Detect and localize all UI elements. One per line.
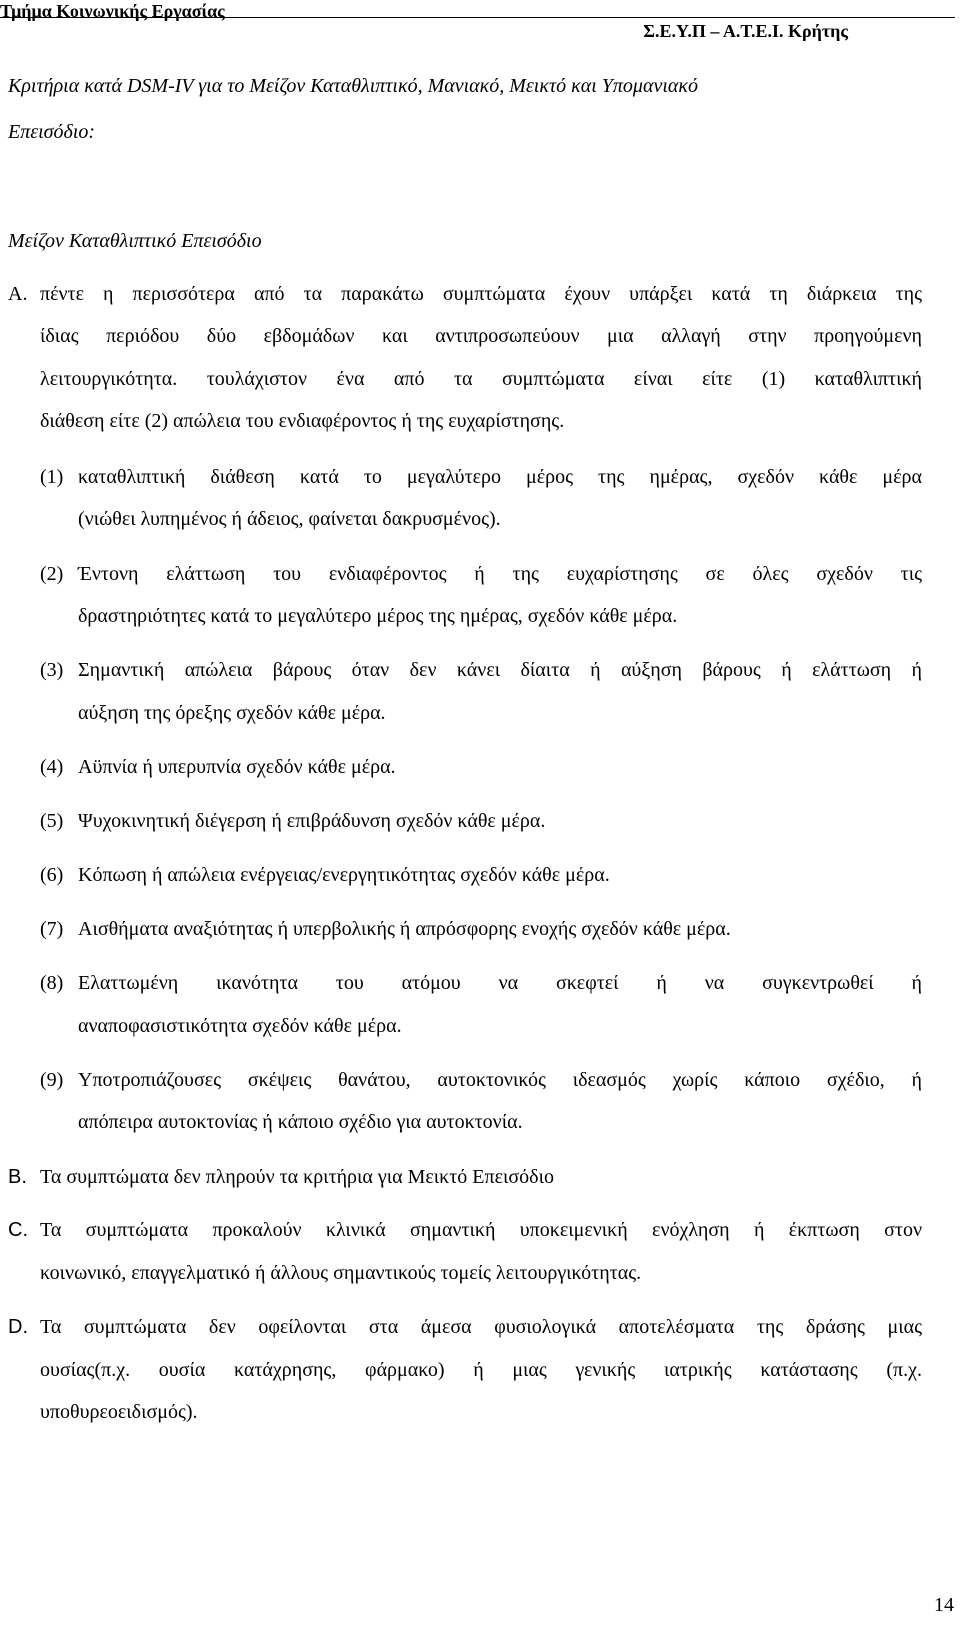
criterion-b-letter: B. <box>8 1166 27 1188</box>
criterion-d-line-1: Τα συμπτώματα δεν οφείλονται στα άμεσα φυσιολογικά αποτελέσματα της δράσης μιας <box>40 1316 922 1338</box>
page-number: 14 <box>934 1594 954 1616</box>
criterion-c-line-1: Τα συμπτώματα προκαλούν κλινικά σημαντική υποκειμενική ενόχληση ή έκπτωση στον <box>40 1219 922 1241</box>
symptom-4-num: (4) <box>40 756 64 778</box>
symptom-8-line-1: Ελαττωμένη ικανότητα του ατόμου να σκεφτεί ή να συγκεντρωθεί ή <box>78 972 922 994</box>
symptom-3-num: (3) <box>40 659 64 681</box>
symptom-7-num: (7) <box>40 918 64 940</box>
criterion-d-line-2: ουσίας(π.χ. ουσία κατάχρησης, φάρμακο) ή μιας γενικής ιατρικής κατάστασης (π.χ. <box>40 1359 922 1381</box>
criterion-a-line-1: πέντε η περισσότερα από τα παρακάτω συμπτώματα έχουν υπάρξει κατά τη διάρκεια της <box>40 283 922 305</box>
symptom-1-line-2: (νιώθει λυπημένος ή άδειος, φαίνεται δακρυσμένος). <box>78 508 501 530</box>
symptom-1-line-1: καταθλιπτική διάθεση κατά το μεγαλύτερο μέρος της ημέρας, σχεδόν κάθε μέρα <box>78 466 922 488</box>
criterion-a-line-4: διάθεση είτε (2) απώλεια του ενδιαφέροντος ή της ευχαρίστησης. <box>40 410 565 432</box>
symptom-3-line-1: Σημαντική απώλεια βάρους όταν δεν κάνει δίαιτα ή αύξηση βάρους ή ελάττωση ή <box>78 659 922 681</box>
criterion-a-line-2: ίδιας περιόδου δύο εβδομάδων και αντιπροσωπεύουν μια αλλαγή στην προηγούμενη <box>40 325 922 347</box>
symptom-6-line-1: Κόπωση ή απώλεια ενέργειας/ενεργητικότητας σχεδόν κάθε μέρα. <box>78 864 610 886</box>
header-school: Σ.Ε.Υ.Π – Α.Τ.Ε.Ι. Κρήτης <box>643 21 848 41</box>
title-line-1: Κριτήρια κατά DSM-IV για το Μείζον Καταθλιπτικό, Μανιακό, Μεικτό και Υπομανιακό <box>8 75 698 97</box>
symptom-5-line-1: Ψυχοκινητική διέγερση ή επιβράδυνση σχεδόν κάθε μέρα. <box>78 810 546 832</box>
criterion-b-line-1: Τα συμπτώματα δεν πληρούν τα κριτήρια για Μεικτό Επεισόδιο <box>40 1166 554 1188</box>
symptom-1-num: (1) <box>40 466 64 488</box>
section-heading: Μείζον Καταθλιπτικό Επεισόδιο <box>8 230 262 252</box>
symptom-9-num: (9) <box>40 1069 64 1091</box>
symptom-7-line-1: Αισθήματα αναξιότητας ή υπερβολικής ή απρόσφορης ενοχής σχεδόν κάθε μέρα. <box>78 918 731 940</box>
criterion-c-letter: C. <box>8 1219 28 1241</box>
symptom-9-line-2: απόπειρα αυτοκτονίας ή κάποιο σχέδιο για αυτοκτονία. <box>78 1111 523 1133</box>
symptom-4-line-1: Αϋπνία ή υπερυπνία σχεδόν κάθε μέρα. <box>78 756 396 778</box>
symptom-2-line-2: δραστηριότητες κατά το μεγαλύτερο μέρος της ημέρας, σχεδόν κάθε μέρα. <box>78 605 678 627</box>
symptom-9-line-1: Υποτροπιάζουσες σκέψεις θανάτου, αυτοκτονικός ιδεασμός χωρίς κάποιο σχέδιο, ή <box>78 1069 922 1091</box>
criterion-d-line-3: υποθυρεοειδισμός). <box>40 1401 198 1423</box>
symptom-2-num: (2) <box>40 563 64 585</box>
criterion-d-letter: D. <box>8 1316 28 1338</box>
symptom-2-line-1: Έντονη ελάττωση του ενδιαφέροντος ή της ευχαρίστησης σε όλες σχεδόν τις <box>78 563 922 585</box>
title-line-2: Επεισόδιο: <box>8 121 96 143</box>
header-rule <box>0 17 955 18</box>
header-department: Τμήμα Κοινωνικής Εργασίας <box>0 1 225 21</box>
symptom-6-num: (6) <box>40 864 64 886</box>
criterion-a-line-3: λειτουργικότητα. τουλάχιστον ένα από τα συμπτώματα είναι είτε (1) καταθλιπτική <box>40 368 922 390</box>
symptom-8-num: (8) <box>40 972 64 994</box>
symptom-8-line-2: αναποφασιστικότητα σχεδόν κάθε μέρα. <box>78 1015 402 1037</box>
symptom-3-line-2: αύξηση της όρεξης σχεδόν κάθε μέρα. <box>78 702 386 724</box>
criterion-a-letter: Α. <box>8 283 28 305</box>
symptom-5-num: (5) <box>40 810 64 832</box>
criterion-c-line-2: κοινωνικό, επαγγελματικό ή άλλους σημαντικούς τομείς λειτουργικότητας. <box>40 1262 642 1284</box>
